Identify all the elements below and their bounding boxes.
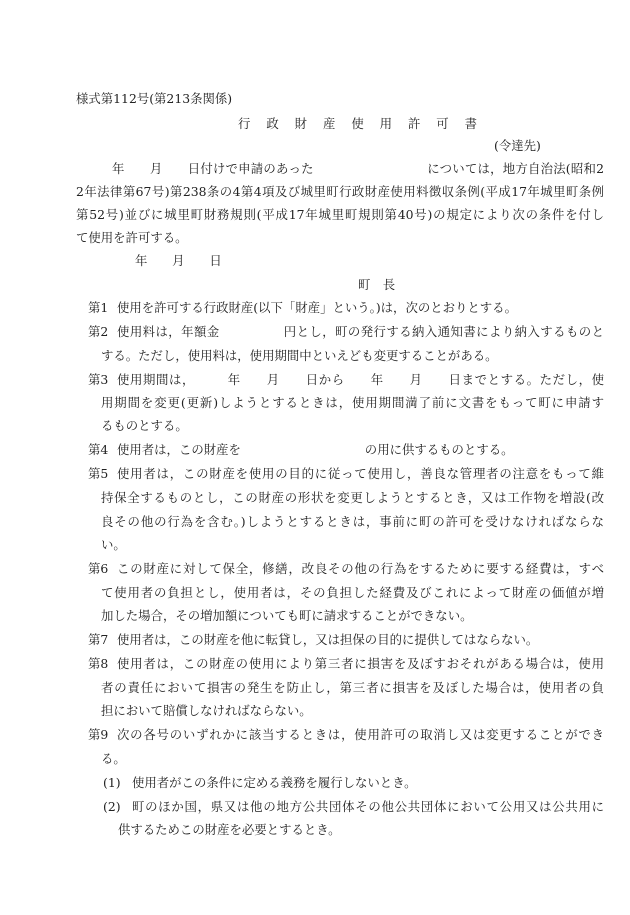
condition-line: て使用者の負担とし，使用者は，その負担した経費及びこれによって財産の価値が増 (101, 585, 604, 600)
condition-line: るものとする。 (101, 418, 188, 433)
condition-number: 第8 (88, 656, 109, 671)
condition-line: 担において賠償しなければならない。 (101, 703, 312, 718)
condition-line: 使用期間は， 年 月 日から 年 月 日までとする。ただし，使 (117, 372, 604, 387)
condition-line: 使用を許可する行政財産(以下「財産」という。)は，次のとおりとする。 (117, 300, 517, 315)
condition-line: 者の責任において損害の発生を防止し，第三者に損害を及ぼした場合は，使用者の負 (101, 680, 604, 695)
document-title: 行 政 財 産 使 用 許 可 書 (238, 116, 484, 131)
condition-number: 第2 (88, 324, 109, 339)
sub-item-line: 供するためこの財産を必要とするとき。 (118, 822, 341, 837)
sub-item-line: 使用者がこの条件に定める義務を履行しないとき。 (132, 775, 417, 790)
addressee: (令達先) (494, 138, 541, 153)
issuer: 町 長 (358, 277, 396, 292)
condition-number: 第7 (88, 632, 109, 647)
intro-line: 第52号)並びに城里町財務規則(平成17年城里町規則第40号)の規定により次の条件を付し (76, 207, 604, 222)
condition-line: 使用料は，年額金 円とし，町の発行する納入通知書により納入するものと (117, 324, 604, 339)
condition-line: 使用者は，この財産の使用により第三者に損害を及ぼすおそれがある場合は，使用 (117, 656, 604, 671)
condition-line: る。 (101, 751, 126, 766)
condition-line: 使用者は，この財産を使用の目的に従って使用し，善良な管理者の注意をもって維 (117, 466, 604, 481)
condition-line: この財産に対して保全，修繕，改良その他の行為をするために要する経費は，すべ (117, 561, 604, 576)
intro-line: 2年法律第67号)第238条の4第4項及び城里町行政財産使用料徴収条例(平成17年城里町条例 (76, 184, 604, 199)
condition-number: 第4 (88, 442, 109, 457)
sub-item-line: 町のほか国，県又は他の地方公共団体その他公共団体において公用又は公共用に (132, 799, 604, 814)
condition-number: 第5 (88, 466, 109, 481)
condition-line: 良その他の行為を含む。)しようとするときは，事前に町の許可を受けなければならな (101, 514, 604, 529)
condition-line: い。 (101, 537, 126, 552)
intro-line: て使用を許可する。 (76, 230, 188, 245)
condition-line: 加した場合，その増加額についても町に請求することができない。 (101, 608, 473, 623)
form-header: 様式第112号(第213条関係) (76, 91, 233, 106)
condition-line: 次の各号のいずれかに該当するときは，使用許可の取消し又は変更することができ (117, 727, 604, 742)
sub-item-number: (1) (103, 775, 121, 790)
issue-date: 年 月 日 (135, 253, 222, 268)
condition-line: する。ただし，使用料は，使用期間中といえども変更することがある。 (101, 348, 498, 363)
condition-number: 第6 (88, 561, 109, 576)
sub-item-number: (2) (103, 799, 121, 814)
condition-number: 第3 (88, 372, 109, 387)
condition-line: 持保全するものとし，この財産の形状を変更しようとするとき，又は工作物を増設(改 (101, 490, 604, 505)
condition-line: 用期間を変更(更新)しようとするときは，使用期間満了前に文書をもって町に申請す (101, 395, 604, 410)
condition-line: 使用者は，この財産を他に転貸し，又は担保の目的に提供してはならない。 (117, 632, 539, 647)
condition-number: 第1 (88, 300, 109, 315)
condition-line: 使用者は，この財産を の用に供するものとする。 (117, 442, 514, 457)
condition-number: 第9 (88, 727, 109, 742)
intro-line: 年 月 日付けで申請のあった については，地方自治法(昭和2 (112, 161, 604, 176)
